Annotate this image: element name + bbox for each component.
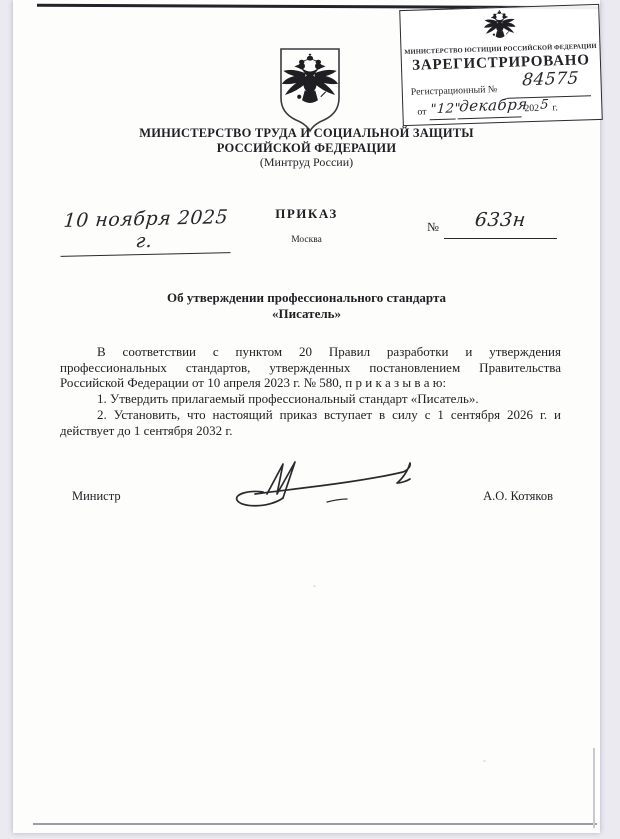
body-list-item-1: 1. Утвердить прилагаемый профессиональный стандарт «Писатель». <box>97 391 479 407</box>
stamp-date-prefix: от <box>417 106 427 118</box>
ministry-name-line2: РОССИЙСКОЙ ФЕДЕРАЦИИ <box>216 140 397 155</box>
body-paragraph: В соответствии с пунктом 20 Правил разработки и утверждения профессиональных стандартов, утвержденных постановлением Правительства Российской Федерации от 10 апреля 2023 г. № 580, п р и к а з ы в а ю: <box>60 344 561 391</box>
ministry-header <box>13 126 600 170</box>
ministry-short-name: (Минтруд России) <box>259 155 354 169</box>
scan-speck <box>313 585 316 587</box>
order-number-text: 633н <box>473 209 528 231</box>
stamp-authority: МИНИСТЕРСТВО ЮСТИЦИИ РОССИЙСКОЙ ФЕДЕРАЦИИ <box>404 42 597 57</box>
ministry-name-line1: МИНИСТЕРСТВО ТРУДА И СОЦИАЛЬНОЙ ЗАЩИТЫ <box>139 126 474 140</box>
registration-stamp <box>399 4 603 126</box>
stamp-date-day-handwritten: "12" <box>429 101 462 118</box>
stamp-reg-number-handwritten: 84575 <box>521 68 580 91</box>
stamp-registered-label: ЗАРЕГИСТРИРОВАНО <box>411 52 590 74</box>
stamp-reg-number-label: Регистрационный № <box>410 84 498 98</box>
stamp-emblem-icon <box>480 9 519 41</box>
order-body <box>60 344 561 438</box>
scan-speck <box>483 760 486 762</box>
minister-signature-autograph <box>211 450 441 520</box>
order-title-line2: «Писатель» <box>271 305 342 321</box>
signer-title: Министр <box>72 489 121 503</box>
stamp-date-month-handwritten: декабря <box>458 95 529 116</box>
order-date-text: 10 ноября 2025 г. <box>62 206 229 253</box>
scan-bottom-edge-line <box>33 823 597 825</box>
stamp-date-day-underline <box>430 118 456 120</box>
coat-of-arms-icon <box>275 46 345 134</box>
scan-right-edge-fragment <box>593 748 595 828</box>
body-list-item-2: 2. Установить, что настоящий приказ вступает в силу с 1 сентября 2026 г. и действует до 1 сентября 2032 г. <box>60 406 561 438</box>
order-title <box>13 290 600 321</box>
document-page <box>13 0 600 833</box>
number-sign: № <box>427 220 439 234</box>
document-type-heading: ПРИКАЗ <box>275 206 338 221</box>
signer-name: А.О. Котяков <box>483 489 553 503</box>
stamp-date-suffix: г. <box>552 102 558 114</box>
order-number-handwritten <box>444 209 557 231</box>
stamp-date-year-printed: 202 <box>524 102 540 115</box>
stamp-date-year-handwritten: 5 <box>539 97 550 113</box>
issue-city: Москва <box>291 235 322 245</box>
number-underline <box>444 238 557 239</box>
stamp-date-month-underline <box>458 116 522 119</box>
order-title-line1: Об утверждении профессионального стандарта <box>166 290 446 305</box>
